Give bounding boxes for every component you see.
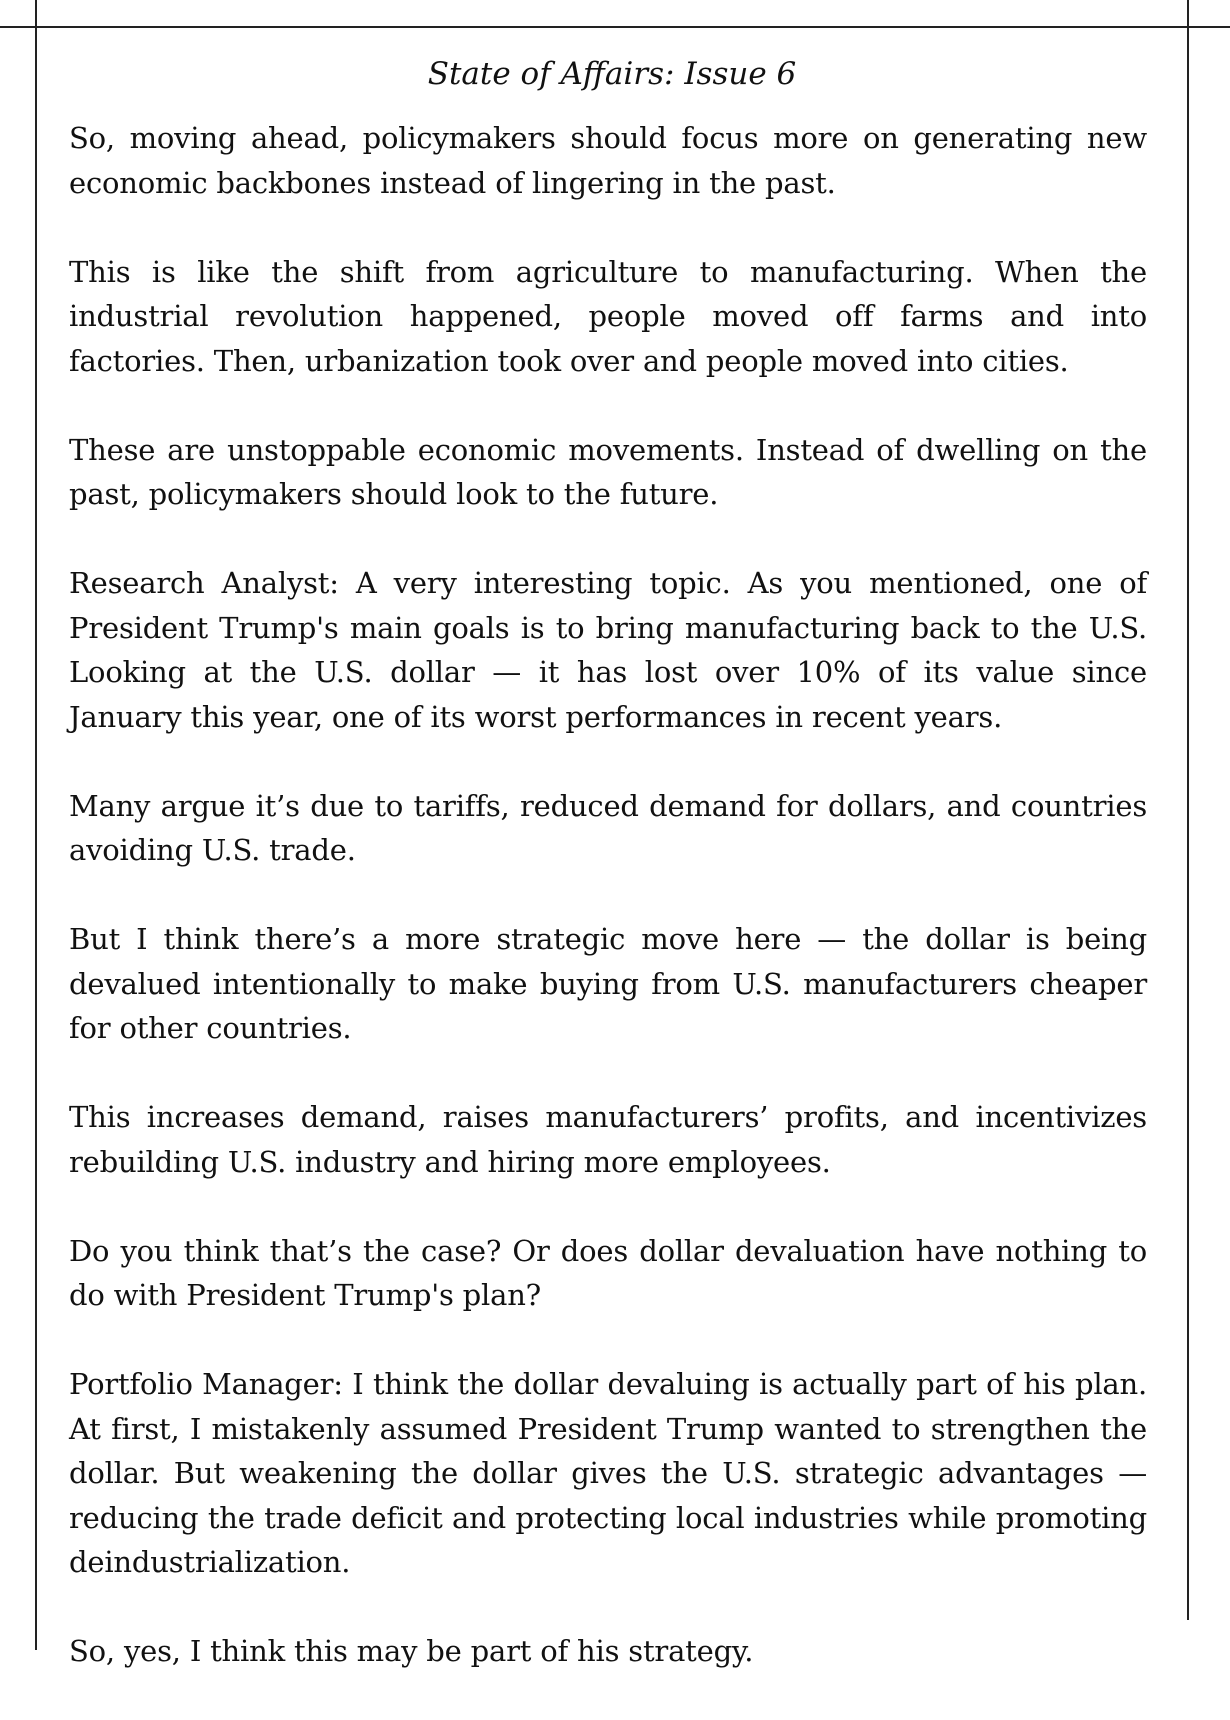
paragraph-3: These are unstoppable economic movements. Instead of dwelling on the past, policymakers should look to the future. — [69, 432, 1147, 511]
paragraph-1: So, moving ahead, policymakers should focus more on generating new economic backbones instead of lingering in the past. — [69, 121, 1147, 200]
paragraph-10: So, yes, I think this may be part of his strategy. — [69, 1634, 754, 1668]
article-body — [69, 116, 1147, 1674]
paragraph-8: Do you think that’s the case? Or does dollar devaluation have nothing to do with President Trump's plan? — [69, 1233, 1147, 1312]
paragraph-5: Many argue it’s due to tariffs, reduced demand for dollars, and countries avoiding U.S. trade. — [69, 788, 1147, 867]
right-border-rule — [1187, 0, 1189, 1620]
paragraph-2: This is like the shift from agriculture to manufacturing. When the industrial revolution happened, people moved off farms and into factories. Then, urbanization took over and people moved into cities. — [69, 254, 1147, 378]
page-title: State of Affairs: Issue 6 — [427, 56, 797, 92]
paragraph-7: This increases demand, raises manufacturers’ profits, and incentivizes rebuilding U.S. industry and hiring more employees. — [69, 1100, 1147, 1179]
paragraph-4: Research Analyst: A very interesting topic. As you mentioned, one of President Trump's main goals is to bring manufacturing back to the U.S. Looking at the U.S. dollar — it has lost over 10% of its value since January this year, one of its worst performances in recent years. — [69, 566, 1147, 734]
paragraph-6: But I think there’s a more strategic move here — the dollar is being devalued intentionally to make buying from U.S. manufacturers cheaper for other countries. — [69, 922, 1147, 1045]
paragraph-9: Portfolio Manager: I think the dollar devaluing is actually part of his plan. At first, I mistakenly assumed President Trump wanted to strengthen the dollar. But weakening the dollar gives the U.S. strategic advantages — reducing the trade deficit and protecting local industries while promoting deindustrialization. — [69, 1367, 1147, 1579]
left-border-rule — [35, 0, 37, 1650]
top-border-rule — [0, 26, 1230, 28]
